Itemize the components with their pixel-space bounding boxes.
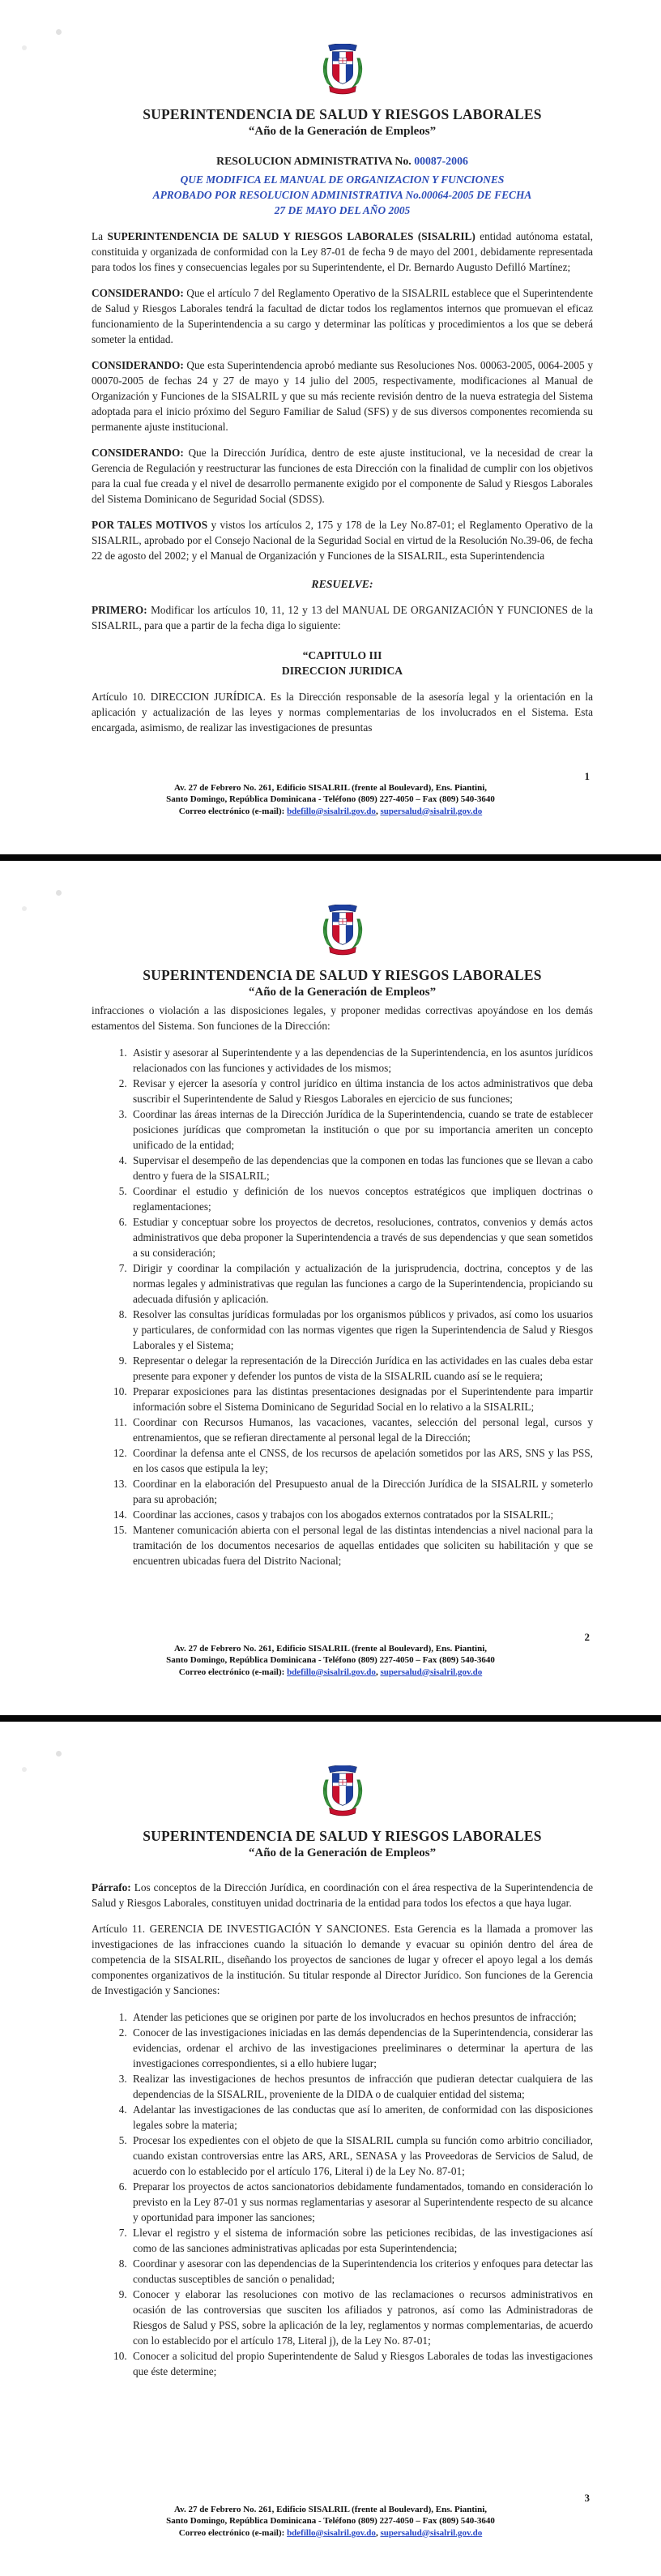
- footer-phone-line: Santo Domingo, República Dominicana - Teléfono (809) 227-4050 – Fax (809) 540-3640: [166, 794, 495, 804]
- page-body: [92, 1880, 593, 2379]
- text-run: Artículo 11. GERENCIA DE INVESTIGACIÓN Y SANCIONES. Esta Gerencia es la llamada a promover las investigaciones de las infracciones cuando la situación lo demande y evacuar su opinión dentro del área de competencia de la SISALRIL, diseñando los proyectos de sanciones de lugar y ofrecer el apoyo legal a los demás componentes organizativos de la institución. Su titular responde al Director Jurídico. Son funciones de la Gerencia de Investigación y Sanciones:: [92, 1923, 593, 1996]
- scan-speck: [22, 906, 27, 911]
- page-header: [92, 861, 593, 1001]
- text-run: POR TALES MOTIVOS: [92, 519, 208, 531]
- page-number: 1: [584, 770, 590, 782]
- page-body: [92, 1003, 593, 1568]
- list-item: 7. Llevar el registro y el sistema de información sobre las peticiones recibidas, de las investigaciones así como de las sanciones administrativas aplicadas por esta Superintendencia;: [130, 2225, 593, 2256]
- page-separator: [0, 1715, 661, 1722]
- heading-line: QUE MODIFICA EL MANUAL DE ORGANIZACION Y FUNCIONES: [180, 173, 505, 186]
- list-item: 8. Resolver las consultas jurídicas formuladas por los organismos públicos y privados, así como los usuarios y particulares, de conformidad con las normas vigentes que rigen la Superintendencia de Salud y Riesgos Laborales y el Sistema;: [130, 1307, 593, 1353]
- email-separator: ,: [375, 2527, 381, 2538]
- dominican-coat-of-arms-icon: [319, 1765, 366, 1817]
- footer-address-line: Av. 27 de Febrero No. 261, Edificio SISALRIL (frente al Boulevard), Ens. Piantini,: [173, 1643, 488, 1654]
- gerencia-functions-list: [92, 2009, 593, 2379]
- continuation-paragraph: [92, 1003, 593, 1033]
- page-header: [92, 1722, 593, 1862]
- primero-paragraph: [92, 602, 593, 633]
- resolution-number-heading: [92, 153, 593, 169]
- text-run: Párrafo:: [92, 1881, 134, 1893]
- page-number: 2: [584, 1631, 590, 1643]
- list-item: 6. Preparar los proyectos de actos sancionatorios debidamente fundamentados, tomando en consideración lo previsto en la Ley 87-01 y sus normas reglamentarias y asesorar al Superintendente respecto de su alcance y oportunidad para imponer las sanciones;: [130, 2179, 593, 2225]
- scan-speck: [22, 1767, 27, 1772]
- email-link-bdefillo[interactable]: bdefillo@sisalril.gov.do: [287, 2527, 376, 2538]
- org-subtitle: “Año de la Generación de Empleos”: [248, 1846, 437, 1859]
- por-tales-motivos: [92, 517, 593, 563]
- list-item: 6. Estudiar y conceptuar sobre los proyectos de decretos, resoluciones, contratos, convenios y demás actos administrativos que deba proponer la Superintendencia a través de sus dependencias y que sean sometidos a su consideración;: [130, 1214, 593, 1260]
- list-item: 10. Preparar exposiciones para las distintas presentaciones designadas por el Superintendente para impartir información sobre el Sistema Dominicano de Seguridad Social en lo relativo a la SISALRIL;: [130, 1384, 593, 1414]
- articulo-10: [92, 689, 593, 735]
- footer-phone-line: Santo Domingo, República Dominicana - Teléfono (809) 227-4050 – Fax (809) 540-3640: [166, 2516, 495, 2526]
- list-item: 5. Procesar los expedientes con el objeto de que la SISALRIL cumpla su función como arbitrio conciliador, cuando existan controversias entre las ARS, ARL, SENASA y las Proveedoras de Servicios de Salud, de acuerdo con lo establecido por el artículo 176, Literal i) de la Ley No. 87-01;: [130, 2133, 593, 2179]
- resolution-subject-heading: [92, 172, 593, 218]
- text-run: CONSIDERANDO:: [92, 287, 187, 299]
- list-item: 9. Conocer y elaborar las resoluciones con motivo de las reclamaciones o recursos administrativos en ocasión de las controversias que susciten los afiliados y patronos, así como las Administradoras de Riesgos de Salud y PSS, sobre la aplicación de la ley, reglamentos y normas complementarias, de acuerdo con lo establecido por el artículo 178, Literal j), de la Ley No. 87-01;: [130, 2287, 593, 2348]
- email-link-bdefillo[interactable]: bdefillo@sisalril.gov.do: [287, 806, 376, 816]
- list-item: 1. Atender las peticiones que se originen por parte de los involucrados en hechos presuntos de infracción;: [130, 2009, 593, 2025]
- list-item: 12. Coordinar la defensa ante el CNSS, de los recursos de apelación sometidos por las ARS, SNS y las PSS, en los casos que estipula la ley;: [130, 1445, 593, 1476]
- list-item: 7. Dirigir y coordinar la compilación y actualización de la jurisprudencia, doctrina, conceptos y de las normas legales y administrativas que regulan las funciones a cargo de la Superintendencia, propiciando su adecuada difusión y aplicación.: [130, 1260, 593, 1307]
- list-item: 3. Realizar las investigaciones de hechos presuntos de infracción que pudieran detectar cualquiera de las dependencias de la SISALRIL, proveniente de la DIDA o de cualquier entidad del sistema;: [130, 2071, 593, 2102]
- org-title: SUPERINTENDENCIA DE SALUD Y RIESGOS LABORALES: [143, 967, 542, 983]
- email-link-supersalud[interactable]: supersalud@sisalril.gov.do: [380, 806, 483, 816]
- email-link-supersalud[interactable]: supersalud@sisalril.gov.do: [380, 2527, 483, 2538]
- text-run: SUPERINTENDENCIA DE SALUD Y RIESGOS LABORALES (SISALRIL): [107, 230, 475, 242]
- text-run: Que esta Superintendencia aprobó mediante sus Resoluciones Nos. 00063-2005, 0064-2005 y 00070-2005 de fechas 24 y 27 de mayo y 14 julio del 2005, respectivamente, modificaciones al Manual de Organización y Funciones de la SISALRIL y que su más reciente revisión dentro de la nueva estrategia del Sistema adoptada para el inicio próximo del Seguro Familiar de Salud (SFS) y de sus diversos componentes recomienda su permanente ajuste institucional.: [92, 359, 593, 433]
- email-link-supersalud[interactable]: supersalud@sisalril.gov.do: [380, 1667, 483, 1677]
- list-item: 4. Adelantar las investigaciones de las conductas que así lo ameriten, de conformidad con las disposiciones legales sobre la materia;: [130, 2102, 593, 2133]
- heading-line: APROBADO POR RESOLUCION ADMINISTRATIVA No.00064-2005 DE FECHA: [152, 189, 532, 201]
- list-item: 1. Asistir y asesorar al Superintendente y a las dependencias de la Superintendencia, en los asuntos jurídicos relacionados con las funciones y actividades de los mismos;: [130, 1045, 593, 1076]
- page-body: [92, 153, 593, 735]
- scan-speck: [22, 45, 27, 50]
- dominican-coat-of-arms-icon: [319, 905, 366, 956]
- footer-email-line: [0, 806, 661, 818]
- footer-email-line: [0, 1667, 661, 1679]
- footer-address-line: Av. 27 de Febrero No. 261, Edificio SISALRIL (frente al Boulevard), Ens. Piantini,: [173, 782, 488, 793]
- email-link-bdefillo[interactable]: bdefillo@sisalril.gov.do: [287, 1667, 376, 1677]
- text-run: Que el artículo 7 del Reglamento Operativo de la SISALRIL establece que el Superintendente de Salud y Riesgos Laborales tendrá la facultad de dictar todos los reglamentos internos que promuevan el eficaz funcionamiento de la Superintendencia a su cargo y determinar las políticas y procedimientos a los que se deberá someter la entidad.: [92, 287, 593, 345]
- direccion-functions-list: [92, 1045, 593, 1568]
- text-run: RESOLUCION ADMINISTRATIVA No.: [216, 155, 415, 167]
- text-run: 00087-2006: [414, 155, 468, 167]
- list-item: 5. Coordinar el estudio y definición de los nuevos conceptos estratégicos que impliquen doctrinas o reglamentaciones;: [130, 1183, 593, 1214]
- page-footer: [0, 782, 661, 818]
- document-page-2: [0, 861, 661, 1715]
- org-subtitle: “Año de la Generación de Empleos”: [248, 986, 437, 999]
- intro-paragraph: [92, 229, 593, 275]
- list-item: 2. Conocer de las investigaciones iniciadas en las demás dependencias de la Superintendencia, considerar las evidencias, ordenar el archivo de las investigaciones preeliminares o determinar la apertura de las investigaciones correspondientes, si a ello hubiere lugar;: [130, 2025, 593, 2071]
- org-title: SUPERINTENDENCIA DE SALUD Y RIESGOS LABORALES: [143, 106, 542, 122]
- scan-speck: [56, 890, 62, 896]
- footer-address-line: Av. 27 de Febrero No. 261, Edificio SISALRIL (frente al Boulevard), Ens. Piantini,: [173, 2504, 488, 2514]
- heading-line: “CAPITULO III: [302, 649, 382, 661]
- heading-line: DIRECCION JURIDICA: [281, 665, 403, 677]
- text-run: La: [92, 230, 108, 242]
- email-separator: ,: [375, 806, 381, 816]
- considerando-1: [92, 285, 593, 347]
- org-title: SUPERINTENDENCIA DE SALUD Y RIESGOS LABORALES: [143, 1828, 542, 1844]
- footer-phone-line: Santo Domingo, República Dominicana - Teléfono (809) 227-4050 – Fax (809) 540-3640: [166, 1655, 495, 1665]
- footer-email-label: Correo electrónico (e-mail):: [178, 2527, 285, 2538]
- page-footer: [0, 1643, 661, 1679]
- text-run: CONSIDERANDO:: [92, 359, 187, 371]
- dominican-coat-of-arms-icon: [319, 44, 366, 96]
- heading-line: 27 DE MAYO DEL AÑO 2005: [274, 204, 411, 216]
- page-header: [92, 0, 593, 140]
- text-run: infracciones o violación a las disposiciones legales, y proponer medidas correctivas apoyándose en los demás estamentos del Sistema. Son funciones de la Dirección:: [92, 1004, 593, 1032]
- text-run: entidad autónoma estatal, constituida y organizada de conformidad con la Ley 87-01 de fecha 9 de mayo del 2001, debidamente representada para todos los fines y consecuencias legales por su Superintendente, el Dr. Bernardo Augusto Defilló Martínez;: [92, 230, 593, 273]
- considerando-2: [92, 357, 593, 434]
- footer-email-label: Correo electrónico (e-mail):: [178, 1667, 285, 1677]
- list-item: 8. Coordinar y asesorar con las dependencias de la Superintendencia los criterios y enfoques para detectar las conductas susceptibles de sanción o penalidad;: [130, 2256, 593, 2287]
- text-run: Que la Dirección Jurídica, dentro de este ajuste institucional, ve la necesidad de crear la Gerencia de Regulación y reestructurar las funciones de esta Dirección con la finalidad de cumplir con los objetivos para la cual fue creada y el nivel de desarrollo permanente exigido por el componente de Salud y Riesgos Laborales del Sistema Dominicano de Seguridad Social (SDSS).: [92, 447, 593, 505]
- document-page-3: [0, 1722, 661, 2576]
- page-number: 3: [584, 2492, 590, 2504]
- scan-speck: [56, 1751, 62, 1757]
- page-separator: [0, 854, 661, 861]
- list-item: 11. Coordinar con Recursos Humanos, las vacaciones, vacantes, selección del personal legal, cursos y entrenamientos, que se refieran directamente al personal legal de la Dirección;: [130, 1414, 593, 1445]
- list-item: 15. Mantener comunicación abierta con el personal legal de las distintas intendencias a nivel nacional para la tramitación de los documentos necesarios de aquellas entidades que soliciten su habilitación y que se encuentren ubicadas fuera del Distrito Nacional;: [130, 1522, 593, 1568]
- text-run: Los conceptos de la Dirección Jurídica, en coordinación con el área respectiva de la Superintendencia de Salud y Riesgos Laborales, constituyen unidad doctrinaria de la entidad para todos los efectos a que haya lugar.: [92, 1881, 594, 1909]
- email-separator: ,: [375, 1667, 381, 1677]
- org-subtitle: “Año de la Generación de Empleos”: [248, 125, 437, 138]
- text-run: CONSIDERANDO:: [92, 447, 189, 459]
- text-run: y vistos los artículos 2, 175 y 178 de la Ley No.87-01; el Reglamento Operativo de la SISALRIL, aprobado por el Consejo Nacional de la Seguridad Social en virtud de la Resolución No.39-06, de fecha 22 de agosto del 2002; y el Manual de Organización y Funciones de la SISALRIL, esta Superintendencia: [92, 519, 593, 562]
- document-page-1: [0, 0, 661, 854]
- list-item: 2. Revisar y ejercer la asesoría y control jurídico en última instancia de los actos administrativos que deba suscribir el Superintendente de Salud y Riesgos Laborales en ejercicio de sus funciones;: [130, 1076, 593, 1106]
- page-footer: [0, 2504, 661, 2540]
- text-run: PRIMERO:: [92, 604, 151, 616]
- chapter-heading: [92, 648, 593, 678]
- text-run: Modificar los artículos 10, 11, 12 y 13 del MANUAL DE ORGANIZACIÓN Y FUNCIONES de la SISALRIL, para que a partir de la fecha diga lo siguiente:: [92, 604, 593, 631]
- text-run: RESUELVE:: [311, 578, 373, 590]
- scan-speck: [56, 29, 62, 35]
- articulo-11: [92, 1921, 593, 1998]
- footer-email-label: Correo electrónico (e-mail):: [178, 806, 285, 816]
- parrafo-paragraph: [92, 1880, 593, 1911]
- list-item: 10. Conocer a solicitud del propio Superintendente de Salud y Riesgos Laborales de todas las investigaciones que éste determine;: [130, 2348, 593, 2379]
- list-item: 4. Supervisar el desempeño de las dependencias que la componen en todas las funciones que se llevan a cabo dentro y fuera de la SISALRIL;: [130, 1153, 593, 1183]
- list-item: 9. Representar o delegar la representación de la Dirección Jurídica en las actividades en las cuales deba estar presente para exponer y defender los puntos de vista de la SISALRIL cuando así se le requiera;: [130, 1353, 593, 1384]
- footer-email-line: [0, 2527, 661, 2540]
- list-item: 14. Coordinar las acciones, casos y trabajos con los abogados externos contratados por la SISALRIL;: [130, 1507, 593, 1522]
- list-item: 13. Coordinar en la elaboración del Presupuesto anual de la Dirección Jurídica de la SISALRIL y someterlo para su aprobación;: [130, 1476, 593, 1507]
- resuelve-heading: [92, 576, 593, 592]
- text-run: Artículo 10. DIRECCION JURÍDICA. Es la Dirección responsable de la asesoría legal y la orientación en la aplicación y actualización de las leyes y normas complementarias de los involucrados en el Sistema. Esta encargada, asimismo, de realizar las investigaciones de presuntas: [92, 691, 593, 734]
- list-item: 3. Coordinar las áreas internas de la Dirección Jurídica de la Superintendencia, cuando se trate de establecer posiciones jurídicas que comprometan la institución o que por su importancia ameriten un concepto unificado de la entidad;: [130, 1106, 593, 1153]
- considerando-3: [92, 445, 593, 507]
